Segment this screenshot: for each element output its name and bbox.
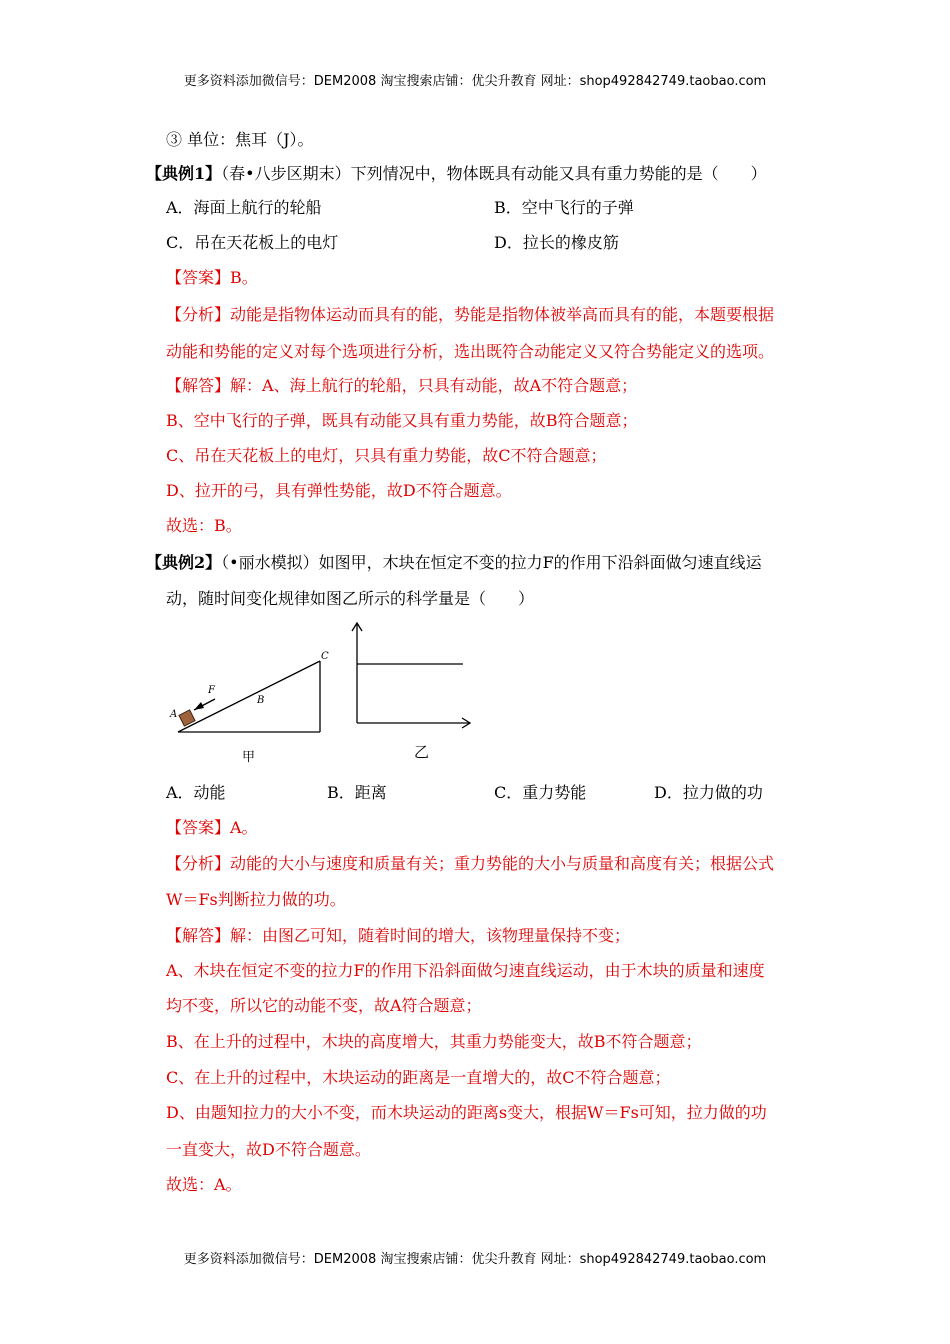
label-a: A xyxy=(170,709,178,720)
caption-yi: 乙 xyxy=(414,743,430,761)
example2-solution-line5: C、在上升的过程中，木块运动的距离是一直增大的，故C不符合题意； xyxy=(166,1068,671,1087)
example1-option-a: A．海面上航行的轮船 xyxy=(166,198,322,217)
example2-option-c: C．重力势能 xyxy=(494,783,587,802)
page-footer: 更多资料添加微信号：DEM2008 淘宝搜索店铺：优尖升教育 网址：shop492842749.taobao.com xyxy=(183,1252,767,1267)
example1-solution-line1 xyxy=(166,376,637,396)
example2-option-a: A．动能 xyxy=(166,783,226,802)
example1-question-text: （春•八步区期末）下列情况中，物体既具有动能又具有重力势能的是（ ） xyxy=(221,164,767,183)
example2-solution-tag: 【解答】 xyxy=(166,926,231,945)
example2-analysis-text: 动能的大小与速度和质量有关；重力势能的大小与质量和高度有关；根据公式 xyxy=(230,854,775,873)
example1-analysis-text: 动能是指物体运动而具有的能，势能是指物体被举高而具有的能，本题要根据 xyxy=(230,305,775,324)
force-arrowhead xyxy=(194,702,204,710)
example2-option-b: B．距离 xyxy=(327,783,387,802)
example2-analysis-tag: 【分析】 xyxy=(166,854,231,873)
example2-tag: 【典例2】 xyxy=(146,553,222,572)
label-c: C xyxy=(321,651,329,662)
example2-solution-line3: 均不变，所以它的动能不变，故A符合题意； xyxy=(166,996,482,1015)
example1-solution-tag: 【解答】 xyxy=(166,376,231,395)
label-f: F xyxy=(208,685,215,696)
example2-solution-line1 xyxy=(166,926,630,946)
example1-question xyxy=(146,164,767,184)
example1-tag: 【典例1】 xyxy=(146,164,222,183)
example2-choose: 故选：A。 xyxy=(166,1175,242,1194)
incline-slope xyxy=(178,661,320,732)
example2-question-line1 xyxy=(146,553,762,573)
example2-solution-text: 解：由图乙可知，随着时间的增大，该物理量保持不变； xyxy=(230,926,631,945)
example1-option-d: D．拉长的橡皮筋 xyxy=(494,233,619,252)
example2-solution-line7: 一直变大，故D不符合题意。 xyxy=(166,1140,371,1159)
example1-analysis-line2: 动能和势能的定义对每个选项进行分析，选出既符合动能定义又符合势能定义的选项。 xyxy=(166,342,775,361)
wooden-block xyxy=(179,710,195,726)
caption-jia: 甲 xyxy=(242,750,256,765)
example2-question-text: （•丽水模拟）如图甲，木块在恒定不变的拉力F的作用下沿斜面做匀速直线运 xyxy=(221,553,762,572)
example1-option-c: C．吊在天花板上的电灯 xyxy=(166,233,339,252)
example2-analysis-line2: W＝Fs判断拉力做的功。 xyxy=(166,890,346,909)
example1-solution-text: 解：A、海上航行的轮船，只具有动能，故A不符合题意； xyxy=(230,376,638,395)
label-b: B xyxy=(257,695,265,706)
figure-graph xyxy=(352,623,470,761)
example1-option-b: B．空中飞行的子弹 xyxy=(494,198,634,217)
example2-solution-line2: A、木块在恒定不变的拉力F的作用下沿斜面做匀速直线运动，由于木块的质量和速度 xyxy=(166,961,765,980)
example2-solution-line4: B、在上升的过程中，木块的高度增大，其重力势能变大，故B不符合题意； xyxy=(166,1032,702,1051)
figure-incline xyxy=(169,651,329,765)
unit-line: ③ 单位：焦耳（J）。 xyxy=(166,130,314,149)
example1-answer: 【答案】B。 xyxy=(166,268,258,287)
example1-analysis-tag: 【分析】 xyxy=(166,305,231,324)
page-header: 更多资料添加微信号：DEM2008 淘宝搜索店铺：优尖升教育 网址：shop492842749.taobao.com xyxy=(183,74,767,89)
example2-answer: 【答案】A。 xyxy=(166,818,258,837)
example2-question-line2: 动，随时间变化规律如图乙所示的科学量是（ ） xyxy=(166,589,535,608)
example2-solution-line6: D、由题知拉力的大小不变，而木块运动的距离s变大，根据W＝Fs可知，拉力做的功 xyxy=(166,1103,767,1122)
example1-solution-line2: B、空中飞行的子弹，既具有动能又具有重力势能，故B符合题意； xyxy=(166,411,638,430)
example2-analysis-line1 xyxy=(166,854,774,874)
example2-option-d: D．拉力做的功 xyxy=(654,783,763,802)
example1-choose: 故选：B。 xyxy=(166,516,242,535)
example2-figure xyxy=(160,615,490,770)
example1-solution-line4: D、拉开的弓，具有弹性势能，故D不符合题意。 xyxy=(166,481,512,500)
example1-analysis-line1 xyxy=(166,305,774,325)
example1-solution-line3: C、吊在天花板上的电灯，只具有重力势能，故C不符合题意； xyxy=(166,446,607,465)
